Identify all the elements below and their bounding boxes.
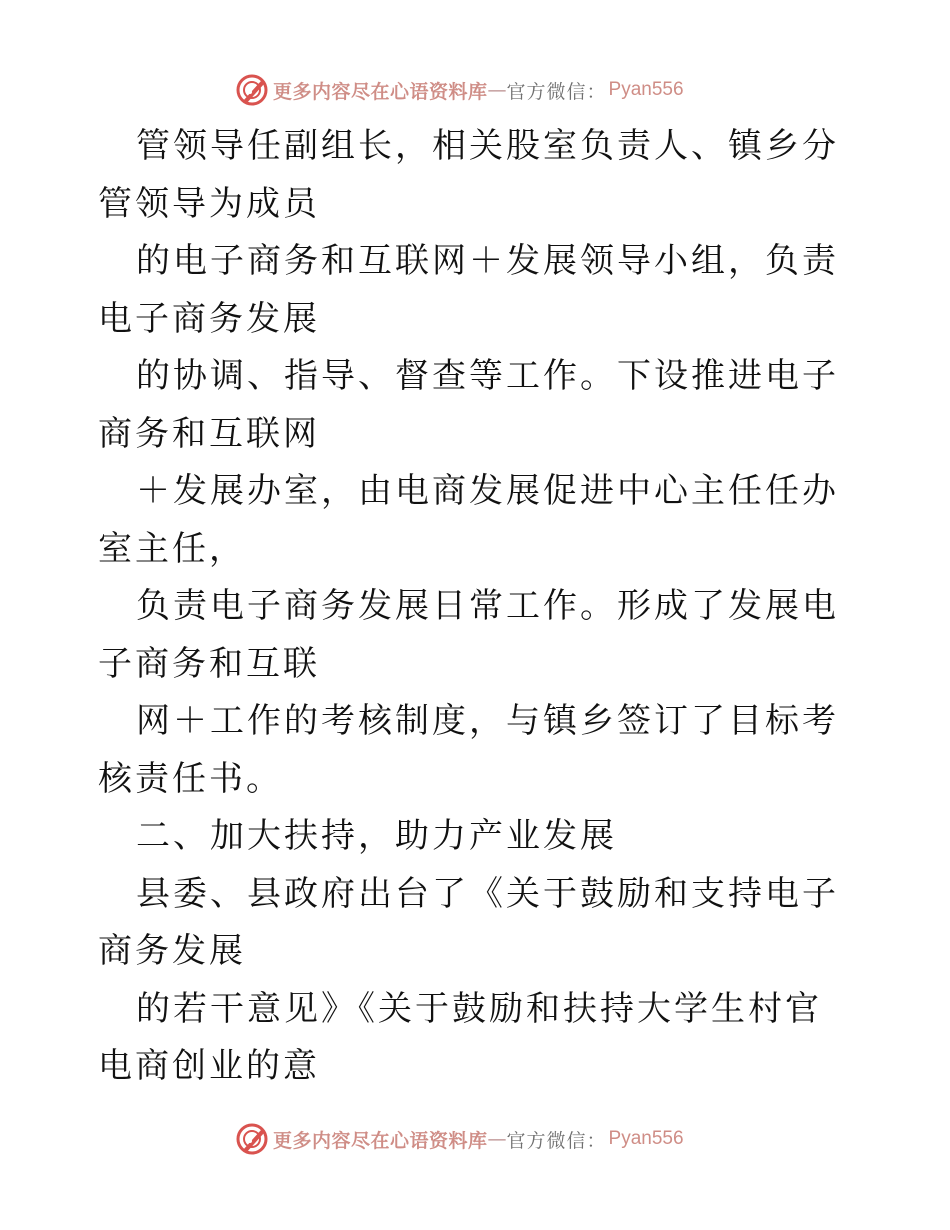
header-wechat-id: Pyan556	[608, 79, 684, 100]
footer-site-name: 更多内容尽在心语资料库	[273, 1129, 488, 1152]
header-site-name: 更多内容尽在心语资料库	[273, 80, 488, 103]
paragraph: 管领导任副组长，相关股室负责人、镇乡分管领导为成员	[98, 126, 839, 224]
pen-logo-icon	[235, 73, 269, 107]
pen-logo-icon	[235, 1122, 269, 1156]
paragraph: 县委、县政府出台了《关于鼓励和支持电子商务发展	[98, 873, 839, 971]
paragraph: 的若干意见》《关于鼓励和扶持大学生村官电商创业的意	[98, 988, 822, 1086]
footer-separator: —	[487, 1128, 507, 1150]
header-banner	[235, 72, 715, 108]
document-body	[98, 118, 858, 1096]
footer-banner	[235, 1121, 715, 1157]
section-heading: 二、加大扶持，助力产业发展	[136, 816, 617, 856]
header-separator: —	[487, 79, 507, 101]
footer-wechat-id: Pyan556	[608, 1128, 684, 1149]
header-wechat-label: 官方微信：	[506, 80, 607, 103]
paragraph: 负责电子商务发展日常工作。形成了发展电子商务和互联	[98, 586, 839, 684]
paragraph: 网＋工作的考核制度，与镇乡签订了目标考核责任书。	[98, 701, 839, 799]
paragraph: 的协调、指导、督查等工作。下设推进电子商务和互联网	[98, 356, 839, 454]
footer-wechat-label: 官方微信：	[506, 1129, 607, 1152]
paragraph: ＋发展办室，由电商发展促进中心主任任办室主任，	[98, 471, 839, 569]
paragraph: 的电子商务和互联网＋发展领导小组，负责电子商务发展	[98, 241, 839, 339]
